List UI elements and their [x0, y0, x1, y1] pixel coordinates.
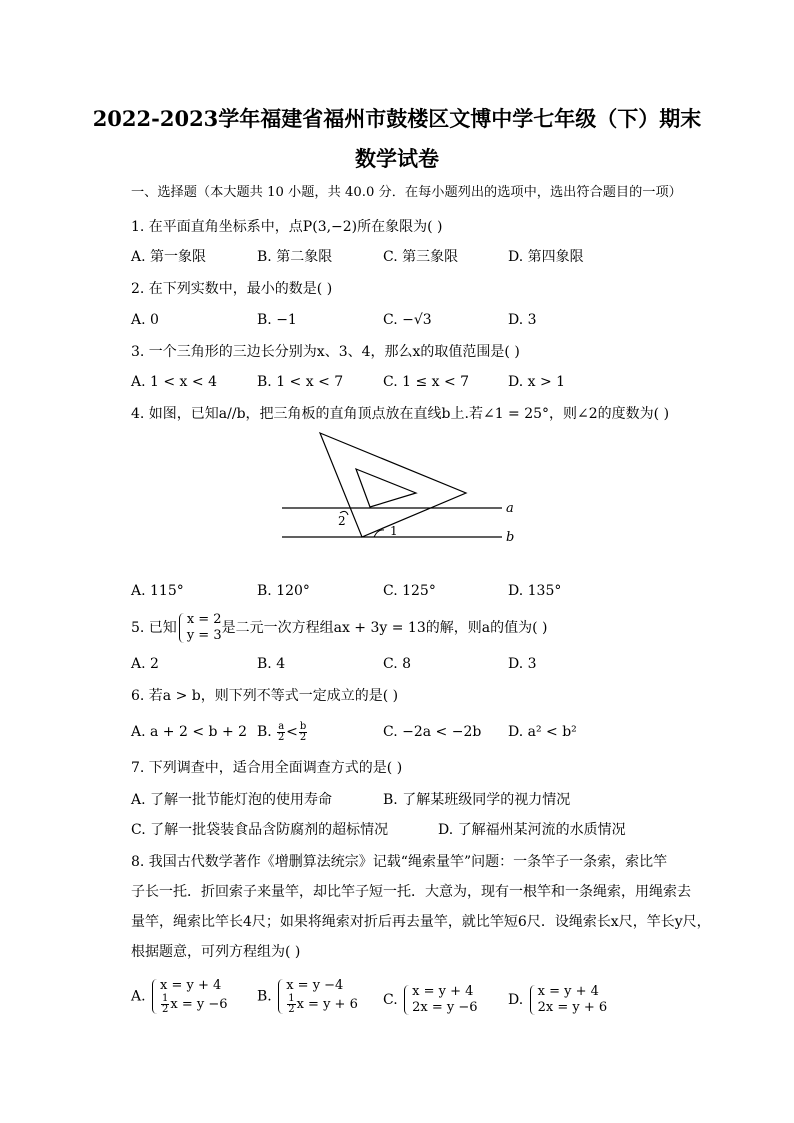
q3-option-b[interactable]: B. 1 < x < 7	[257, 374, 344, 390]
q6-option-b-label: B.	[257, 724, 272, 740]
question-8-line1: 8. 我国古代数学著作《增删算法统宗》记载“绳索量竿”问题：一条竿子一条索，索比竿	[131, 854, 668, 870]
q7-option-a[interactable]: A. 了解一批节能灯泡的使用寿命	[131, 792, 333, 808]
q7-option-d[interactable]: D. 了解福州某河流的水质情况	[438, 822, 626, 838]
q3-option-c[interactable]: C. 1 ≤ x < 7	[383, 374, 470, 390]
q6-option-a[interactable]: A. a + 2 < b + 2	[131, 724, 248, 740]
q7-option-b[interactable]: B. 了解某班级同学的视力情况	[383, 792, 571, 808]
page-title: 2022-2023学年福建省福州市鼓楼区文博中学七年级（下）期末	[92, 106, 702, 131]
q5-sys-eq2: y = 3	[186, 628, 222, 643]
q7-option-c[interactable]: C. 了解一批袋装食品含防腐剂的超标情况	[131, 822, 389, 838]
q2-option-d[interactable]: D. 3	[508, 312, 537, 328]
q1-option-b[interactable]: B. 第二象限	[257, 249, 333, 265]
q5-system	[177, 612, 222, 644]
q5-option-a[interactable]: A. 2	[131, 656, 159, 672]
q2-option-b[interactable]: B. −1	[257, 312, 297, 328]
question-2: 2. 在下列实数中，最小的数是( )	[131, 281, 333, 297]
q1-option-a[interactable]: A. 第一象限	[131, 249, 207, 265]
set-square-inner	[356, 469, 416, 507]
q4-option-c[interactable]: C. 125°	[383, 583, 436, 599]
question-5	[131, 612, 547, 644]
question-4: 4. 如图，已知a//b，把三角板的直角顶点放在直线b上.若∠1 = 25°，则∠2的度数为( )	[131, 406, 670, 422]
label-b: b	[506, 530, 515, 545]
q8-option-a[interactable]: A. x = y + 4 $\frac{1}{2}$ x = y −6	[131, 978, 228, 1015]
q6-b-right-fraction: $\frac{b}{2}$	[299, 720, 307, 743]
triangle-ruler-figure	[270, 425, 530, 555]
question-3: 3. 一个三角形的三边长分别为x、3、4，那么x的取值范围是( )	[131, 344, 520, 360]
page-title-line2: 数学试卷	[355, 146, 439, 171]
q8-a-system: x = y + 4 $\frac{1}{2}$ x = y −6	[150, 978, 228, 1015]
q6-b-left-fraction: $\frac{a}{2}$	[278, 720, 285, 743]
q5-sys-eq1: x = 2	[186, 612, 222, 627]
q8-b-system: x = y −4 $\frac{1}{2}$ x = y + 6	[276, 978, 358, 1015]
q4-option-d[interactable]: D. 135°	[508, 583, 562, 599]
question-6: 6. 若a > b，则下列不等式一定成立的是( )	[131, 688, 399, 704]
q4-option-b[interactable]: B. 120°	[257, 583, 310, 599]
question-8-line3: 量竿，绳索比竿长4尺；如果将绳索对折后再去量竿，就比竿短6尺．设绳索长x尺，竿长y尺，	[131, 914, 711, 930]
q5-suffix: 是二元一次方程组ax + 3y = 13的解，则a的值为( )	[221, 620, 548, 636]
label-angle-1: 1	[390, 524, 398, 538]
label-a: a	[506, 501, 514, 516]
question-1: 1. 在平面直角坐标系中，点P(3,−2)所在象限为( )	[131, 219, 443, 235]
q6-option-d[interactable]: D. a² < b²	[508, 724, 577, 740]
q2-option-a[interactable]: A. 0	[131, 312, 159, 328]
q5-option-b[interactable]: B. 4	[257, 656, 286, 672]
q8-option-c[interactable]: C. x = y + 4 2x = y −6	[383, 984, 478, 1015]
q8-option-d[interactable]: D. x = y + 4 2x = y + 6	[508, 984, 608, 1015]
q6-option-b[interactable]: B. $\frac{a}{2}$ < $\frac{b}{2}$	[257, 720, 307, 743]
question-8-line2: 子长一托．折回索子来量竿，却比竿子短一托．大意为，现有一根竿和一条绳索，用绳索去	[131, 884, 691, 900]
question-7: 7. 下列调查中，适合用全面调查方式的是( )	[131, 760, 403, 776]
q6-option-c[interactable]: C. −2a < −2b	[383, 724, 482, 740]
q8-c-system: x = y + 4 2x = y −6	[402, 984, 477, 1016]
q4-option-a[interactable]: A. 115°	[131, 583, 184, 599]
q3-option-a[interactable]: A. 1 < x < 4	[131, 374, 217, 390]
label-angle-2: 2	[338, 514, 346, 528]
q1-option-c[interactable]: C. 第三象限	[383, 249, 459, 265]
question-8-line4: 根据题意，可列方程组为( )	[131, 944, 301, 960]
q2-option-c[interactable]: C. −√3	[383, 312, 432, 328]
q8-d-system: x = y + 4 2x = y + 6	[528, 984, 608, 1016]
q5-option-d[interactable]: D. 3	[508, 656, 537, 672]
q1-option-d[interactable]: D. 第四象限	[508, 249, 584, 265]
q3-option-d[interactable]: D. x > 1	[508, 374, 566, 390]
q5-option-c[interactable]: C. 8	[383, 656, 412, 672]
section-heading: 一、选择题（本大题共 10 小题，共 40.0 分．在每小题列出的选项中，选出符合题目的一项）	[131, 185, 682, 200]
q8-option-b[interactable]: B. x = y −4 $\frac{1}{2}$ x = y + 6	[257, 978, 358, 1015]
q5-prefix: 5. 已知	[131, 620, 177, 636]
